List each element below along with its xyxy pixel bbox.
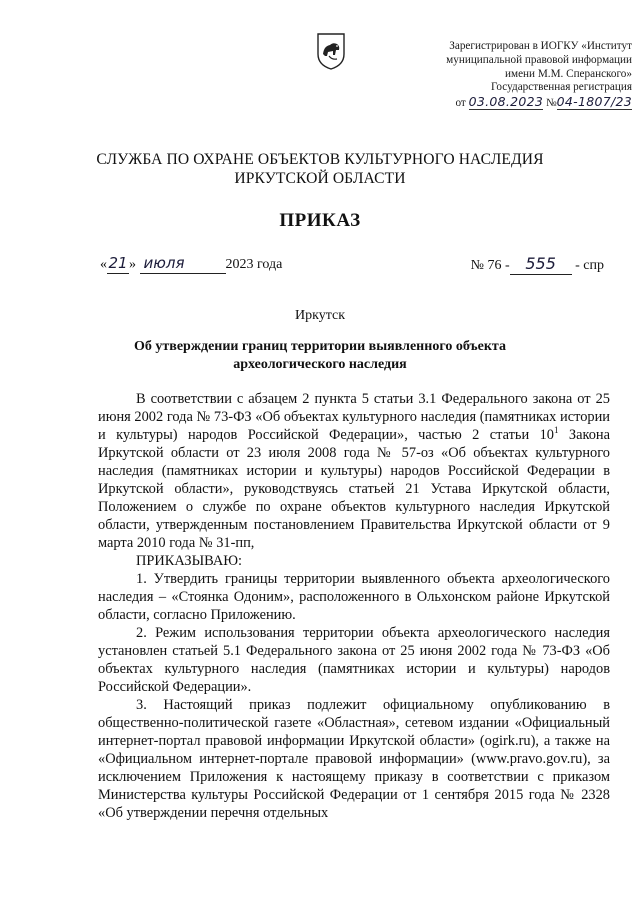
stamp-number-label: №: [545, 97, 557, 110]
order-number-handwritten: 555: [525, 254, 556, 273]
order-number-prefix: № 76 -: [470, 258, 510, 273]
preamble-paragraph: [98, 390, 610, 552]
preamble-superscript: 1: [553, 425, 559, 436]
stamp-registration-line: [382, 95, 632, 111]
order-number: [471, 254, 604, 275]
order-item-1: 1. Утвердить границы территории выявленного объекта археологического наследия – «Стоянка Одоним», расположенного в Ольхонском районе Иркутской области, согласно Приложению.: [98, 571, 610, 623]
document-title: ПРИКАЗ: [279, 210, 361, 231]
order-word: ПРИКАЗЫВАЮ:: [136, 553, 243, 569]
stamp-from-label: от: [455, 97, 466, 110]
organization-line-2: ИРКУТСКОЙ ОБЛАСТИ: [234, 170, 406, 187]
quote-close: »: [129, 257, 136, 272]
order-city: Иркутск: [294, 308, 346, 323]
document-body: [98, 390, 610, 822]
order-item-2: 2. Режим использования территории объекта археологического наследия установлен статьей 5.1 Федерального закона от 25 июня 2002 года № 73-ФЗ «Об объектах культурного наследия (памятниках истории и культуры) народов Российской Федерации».: [98, 625, 610, 695]
registration-stamp: [382, 40, 632, 111]
preamble-text-b: Закона Иркутской области от 23 июля 2008 года № 57-оз «Об объектах культурного наследия (памятниках истории и культуры) народов Российской Федерации в Иркутской области», руководствуясь статьей 21 Устава Иркутской области, Положением о службе по охране объектов культурного наследия Иркутской области, утвержденным постановлением Правительства Иркутской области от 9 марта 2010 года № 31-пп,: [98, 427, 610, 551]
order-date: [100, 254, 282, 274]
stamp-line: Зарегистрирован в ИОГКУ «Институт: [449, 40, 632, 52]
organization-line-1: СЛУЖБА ПО ОХРАНЕ ОБЪЕКТОВ КУЛЬТУРНОГО НАСЛЕДИЯ: [96, 151, 544, 168]
quote-open: «: [100, 257, 107, 272]
irkutsk-coat-of-arms-icon: [316, 32, 346, 70]
subject-line-1: Об утверждении границ территории выявленного объекта: [134, 339, 506, 354]
registration-number: 04-1807/23: [556, 94, 632, 110]
preamble-text-a: В соответствии с абзацем 2 пункта 5 статьи 3.1 Федерального закона от 25 июня 2002 года № 73-ФЗ «Об объектах культурного наследия (памятниках истории и культуры) народов Российской Федерации», частью 2 статьи 10: [98, 391, 610, 443]
registration-date: 03.08.2023: [468, 94, 544, 110]
stamp-line: имени М.М. Сперанского»: [505, 67, 632, 80]
order-month: июля: [143, 254, 185, 272]
subject-line-2: археологического наследия: [233, 357, 407, 372]
stamp-line: муниципальной правовой информации: [446, 53, 632, 66]
order-item-3: 3. Настоящий приказ подлежит официальному опубликованию в общественно-политической газете «Областная», сетевом издании «Официальный интернет-портал правовой информации Иркутской области» (ogirk.ru), а также на «Официальном интернет-портале правовой информации» (www.pravo.gov.ru), за исключением Приложения к настоящему приказу в соответствии с приказом Министерства культуры Российской Федерации от 1 сентября 2015 года № 2328 «Об утверждении перечня отдельных: [98, 697, 610, 821]
order-subject: [100, 338, 540, 374]
organization-name: [0, 150, 640, 188]
stamp-line: Государственная регистрация: [490, 81, 632, 94]
order-day: 21: [108, 254, 128, 272]
order-number-suffix: - спр: [575, 258, 604, 273]
order-year: 2023 года: [225, 257, 283, 272]
